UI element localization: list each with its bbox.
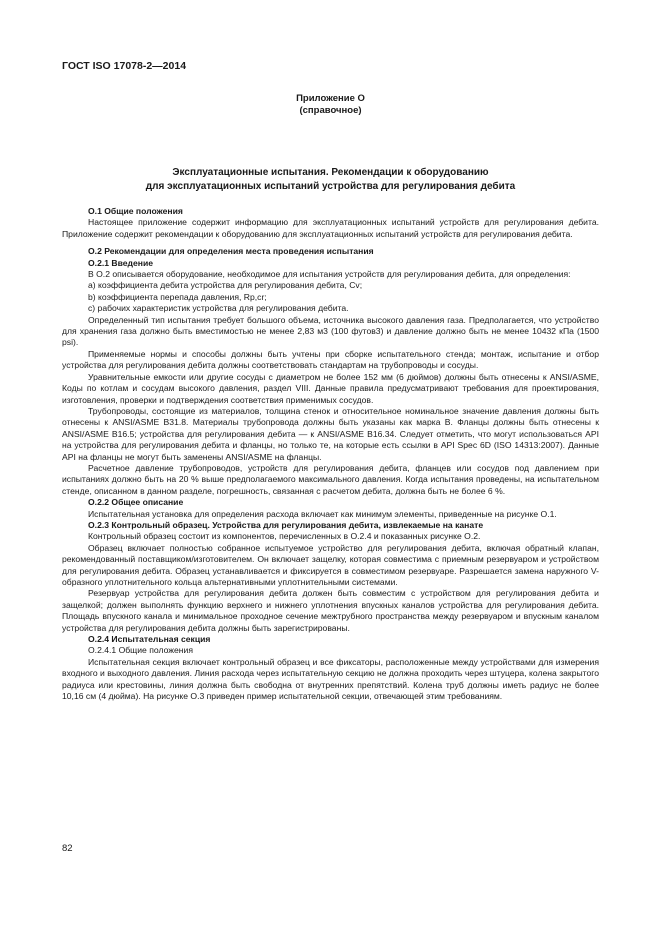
page-number: 82 xyxy=(62,843,73,854)
paragraph: Образец включает полностью собранное испытуемое устройство для регулирования дебита, включая обратный клапан, рекомендованный поставщиком/изготовителем. Он включает защелку, которая совместима с приемным резервуаром и устройством для регулирования дебита. Образец устанавливается и фиксируется в совместимом резервуаре. Разрешается замена наружного V-образного уплотнительного кольца альтернативными уплотнительными системами. xyxy=(62,542,599,587)
paragraph: Трубопроводы, состоящие из материалов, толщина стенок и относительное номинальное значение давления должны быть отнесены к ANSI/ASME B31.8. Материалы трубопровода должны быть указаны как марка В. Фланцы должны быть отнесены к ANSI/ASME B16.5; устройства для регулирования дебита — к ANSI/ASME B16.34. Следует отметить, что могут использоваться API на устройства для регулирования дебита и фланцы, но только те, на которые есть ссылки в API Spec 6D (ISO 14313:2007). Данные API на фланцы не могут быть заменены ANSI/ASME на фланцы. xyxy=(62,405,599,462)
subsection-heading: О.2.1 Введение xyxy=(88,257,154,268)
list-item: а) коэффициента дебита устройства для регулирования дебита, Cv; xyxy=(88,280,363,291)
annex-title xyxy=(62,166,599,194)
list-item: c) рабочих характеристик устройства для регулирования дебита. xyxy=(88,303,349,314)
subsubsection-heading: О.2.4.1 Общие положения xyxy=(88,645,193,656)
paragraph: Настоящее приложение содержит информацию для эксплуатационных испытаний устройств для регулирования дебита. Приложение содержит рекомендации к оборудованию для эксплуатационных испытаний устройств для регулирования дебита. xyxy=(62,217,599,239)
paragraph: Испытательная установка для определения расхода включает как минимум элементы, приведенные на рисунке О.1. xyxy=(88,508,557,519)
paragraph: Применяемые нормы и способы должны быть учтены при сборке испытательного стенда; монтаж, испытание и отбор устройства для регулирования дебита должны соответствовать стандартам на трубопроводы и сосуды. xyxy=(62,348,599,371)
section-heading: О.1 Общие положения xyxy=(88,206,183,216)
subsection-heading: О.2.3 Контрольный образец. Устройства для регулирования дебита, извлекаемые на канате xyxy=(88,519,484,530)
section-heading: О.2 Рекомендации для определения места проведения испытания xyxy=(88,246,374,257)
annex-title-line2: для эксплуатационных испытаний устройства для регулирования дебита xyxy=(145,181,516,192)
paragraph: Определенный тип испытания требует большого объема, источника высокого давления газа. Предполагается, что устройство для хранения газа должно быть вместимостью не менее 2,83 м3 (100 футов3) и давление должно быть не менее 10432 кПа (1500 psi). xyxy=(62,314,599,348)
annex-label: Приложение О xyxy=(296,93,365,104)
paragraph: Резервуар устройства для регулирования дебита должен быть совместим с устройством для регулирования дебита и защелкой; должен выполнять функцию верхнего и нижнего уплотнения впускных каналов устройства для регулирования дебита. Площадь впускного канала и минимальное проходное сечение межтрубного пространства между резервуаром и впускным каналом устройства для регулирования дебита должны быть зарегистрированы. xyxy=(62,588,599,633)
list-item: b) коэффициента перепада давления, Rp,cr; xyxy=(88,291,267,302)
subsection-heading: О.2.4 Испытательная секция xyxy=(88,634,211,645)
annex-title-line1: Эксплуатационные испытания. Рекомендации к оборудованию xyxy=(172,167,489,178)
paragraph: Расчетное давление трубопроводов, устройств для регулирования дебита, фланцев или сосудов под давлением при испытаниях должно быть на 20 % выше предполагаемого максимального давления. Когда испытания проведены, на испытательном стенде, описанном в данном разделе, погрешность, связанная с расчетом дебита, должна быть не более 6 %. xyxy=(62,462,599,496)
paragraph: Испытательная секция включает контрольный образец и все фиксаторы, расположенные между устройствами для измерения входного и выходного давления. Линия расхода через испытательную секцию не должна проходить через штуцера, колена закрытого радиуса или крестовины, линия должна быть свободна от внутренних препятствий. Колена труб должны иметь радиус не более 10,16 см (4 дюйма). На рисунке О.3 приведен пример испытательной секции, отвечающей этим требованиям. xyxy=(62,656,599,702)
paragraph: Контрольный образец состоит из компонентов, перечисленных в О.2.4 и показанных рисунке О.2. xyxy=(88,531,481,542)
paragraph: В О.2 описывается оборудование, необходимое для испытания устройств для регулирования дебита, для определения: xyxy=(88,269,571,280)
standard-header: ГОСТ ISO 17078-2—2014 xyxy=(62,60,187,72)
paragraph: Уравнительные емкости или другие сосуды с диаметром не более 152 мм (6 дюймов) должны быть отнесены к ANSI/ASME, Коды по котлам и сосудам высокого давления, раздел VIII. Данные правила предусматривают требования для проектирования, изготовления, проверки и подтверждения соответствия применимых сосудов. xyxy=(62,371,599,405)
annex-kind: (справочное) xyxy=(299,105,362,116)
document-body xyxy=(62,203,599,702)
subsection-heading: О.2.2 Общее описание xyxy=(88,497,184,508)
